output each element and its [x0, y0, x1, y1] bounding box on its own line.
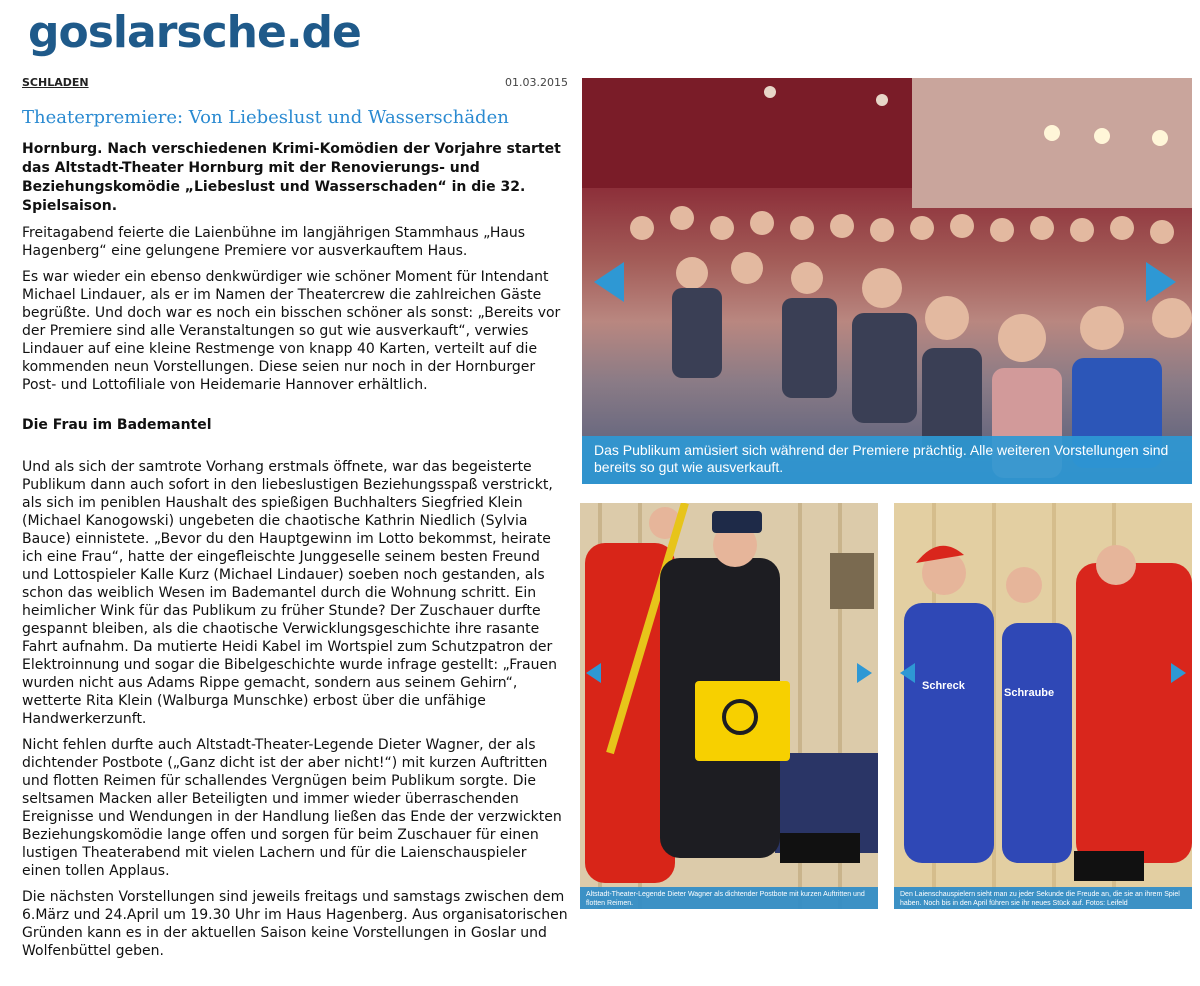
actors-photo: [894, 503, 1192, 909]
prev-arrow-main[interactable]: [594, 262, 624, 302]
article-subheading: Die Frau im Bademantel: [22, 417, 212, 433]
article-body: [22, 76, 568, 960]
next-arrow-left[interactable]: [857, 663, 872, 683]
article-date: 01.03.2015: [505, 76, 568, 89]
actors-photo-caption: Den Laienschauspielern sieht man zu jeder Sekunde die Freude an, die sie an ihrem Spiel haben. Noch bis in den April führen sie ihr neues Stück auf. Fotos: Leifeld: [894, 887, 1192, 909]
audience-illustration: [582, 78, 1192, 484]
prev-arrow-left[interactable]: [586, 663, 601, 683]
paragraph-5: Die nächsten Vorstellungen sind jeweils freitags und samstags zwischen dem 6.März und 24.April um 19.30 Uhr im Haus Hagenberg. Aus organisatorischen Gründen kann es in der aktuellen Saison keine Vorstellungen in Goslar und Wolfenbüttel geben.: [22, 889, 568, 959]
paragraph-3: Und als sich der samtrote Vorhang erstmals öffnete, war das begeisterte Publikum dann auch sofort in den liebeslustigen Beziehungsspaß verstrickt, als sich im peniblen Haushalt des spießigen Buchhalters Siegfried Klein (Michael Kanogowski) ungebeten die chaotische Kathrin Niedlich (Sylvia Bauce) einnistete. „Bevor du den Hauptgewinn im Lotto bekommst, heirate ich eine Frau“, hatte der eingefleischte Junggeselle seinem besten Freund und Lottospieler Kalle Kurz (Michael Lindauer) soeben noch gestanden, als schon das weiblich Wesen im Bademantel durch die Wohnung schritt. Ein heimlicher Wink für das Publikum zu früher Stunde? Der Zuschauer durfte gespannt bleiben, als die chaotische Verwicklungsgeschichte ihre rasante Fahrt aufnahm. Da mutierte Heidi Kabel im Wortspiel zum Schutzpatron der Elektroinnung und sogar die Bibelgeschichte wurde infrage gestellt: „Frauen wurden nicht aus Adams Rippe gemacht, sondern aus seinem Gehirn“, wetterte Rita Klein (Walburga Munschke) erbost über die unfähige Handwerkerzunft.: [22, 459, 557, 727]
postman-photo: [580, 503, 878, 909]
prev-arrow-right[interactable]: [900, 663, 915, 683]
paragraph-2: Es war wieder ein ebenso denkwürdiger wie schöner Moment für Intendant Michael Lindauer, als er im Namen der Theatercrew die zahlreichen Gäste begrüßte. Und doch war es noch ein bisschen schöner als sonst: „Bereits vor der Premiere sind alle Veranstaltungen so gut wie ausverkauft“, verwies Lindauer auf eine kleine Restmenge von knapp 40 Karten, verteilt auf die kommenden neun Vorstellungen. Diese seien nur noch in der Hornburger Post- und Lottofiliale von Heidemarie Hannover erhältlich.: [22, 269, 561, 393]
next-arrow-main[interactable]: [1146, 262, 1176, 302]
actors-illustration: [894, 503, 1192, 909]
overall-label-schreck: Schreck: [922, 680, 965, 692]
site-logo[interactable]: goslarsche.de: [28, 7, 361, 58]
audience-photo: [582, 78, 1192, 484]
postman-photo-caption: Altstadt-Theater-Legende Dieter Wagner als dichtender Postbote mit kurzen Auftritten und flotten Reimen.: [580, 887, 878, 909]
paragraph-4: Nicht fehlen durfte auch Altstadt-Theater-Legende Dieter Wagner, der als dichtender Postbote („Ganz dicht ist der aber nicht!“) mit kurzen Auftritten und flotten Reimen für schallendes Vergnügen beim Publikum sorgte. Die seltsamen Macken aller Beteiligten und immer wieder überraschenden Ereignisse und Wendungen in der Handlung ließen das Ende der verzwickten Beziehungskomödie lange offen und sorgen für beim Zuschauer für einen lustigen Theaterabend mit vielen Lachern und für die Laienschauspieler einen tollen Applaus.: [22, 737, 562, 879]
audience-photo-caption: Das Publikum amüsiert sich während der Premiere prächtig. Alle weiteren Vorstellungen sind bereits so gut wie ausverkauft.: [582, 436, 1192, 484]
paragraph-1: Freitagabend feierte die Laienbühne im langjährigen Stammhaus „Haus Hagenberg“ eine gelungene Premiere vor ausverkauftem Haus.: [22, 225, 526, 259]
postman-illustration: [580, 503, 878, 909]
overall-label-schraube: Schraube: [1004, 687, 1055, 699]
section-link[interactable]: SCHLADEN: [22, 76, 89, 89]
article-title: Theaterpremiere: Von Liebeslust und Wasserschäden: [22, 107, 509, 128]
next-arrow-right[interactable]: [1171, 663, 1186, 683]
article-meta: [22, 76, 568, 92]
article-lead: Hornburg. Nach verschiedenen Krimi-Komödien der Vorjahre startet das Altstadt-Theater Hornburg mit der Renovierungs- und Beziehungskomödie „Liebeslust und Wasserschaden“ in die 32. Spielsaison.: [22, 141, 561, 214]
